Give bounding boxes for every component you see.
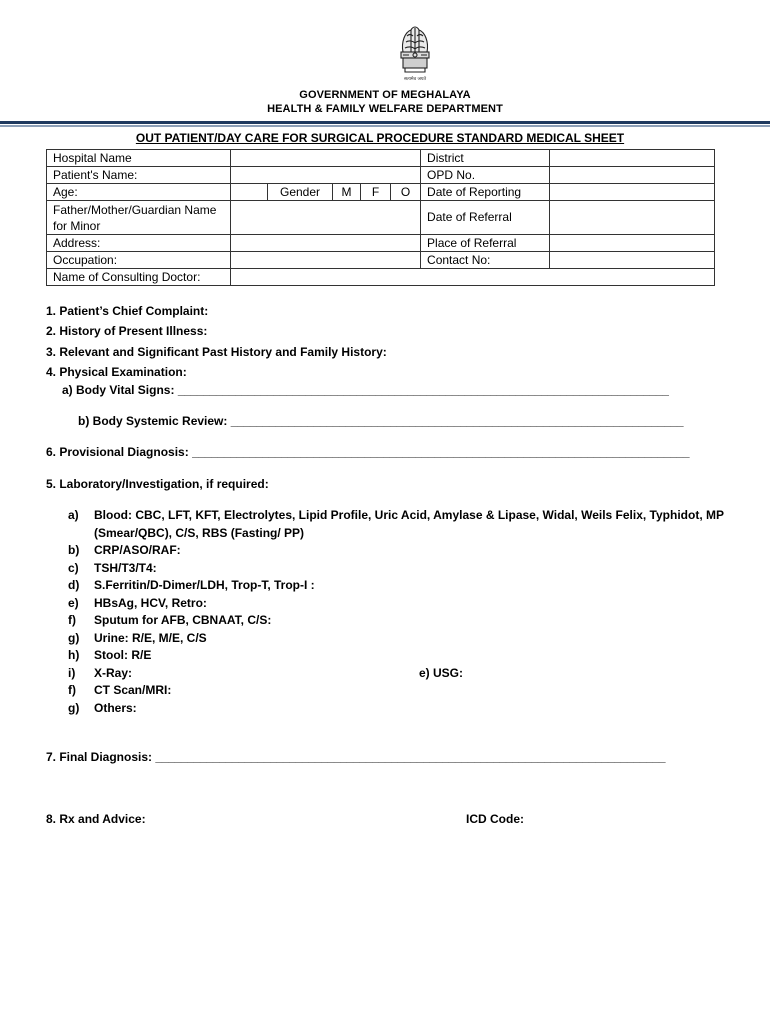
age-field[interactable] (231, 184, 268, 201)
list-item (68, 630, 728, 648)
systemic-review-blank[interactable]: _______________________________________________________________________ (230, 414, 684, 428)
list-marker: g) (68, 630, 80, 645)
patient-name-field[interactable] (231, 167, 421, 184)
chief-complaint-heading: 1. Patient’s Chief Complaint: (46, 304, 209, 318)
list-text: TSH/T3/T4: (94, 560, 157, 575)
systemic-review-label: b) Body Systemic Review: (78, 414, 228, 428)
list-text: Blood: CBC, LFT, KFT, Electrolytes, Lipid Profile, Uric Acid, Amylase & Lipase, Widal, Weils Felix, Typhidot, MP (Smear/QBC), C/S, RBS (Fasting/ PP) (94, 508, 724, 540)
list-text: X-Ray: (94, 665, 133, 680)
place-referral-field[interactable] (550, 235, 715, 252)
physical-exam-heading: 4. Physical Examination: (46, 365, 187, 379)
sheet-title: OUT PATIENT/DAY CARE FOR SURGICAL PROCEDURE STANDARD MEDICAL SHEET (135, 131, 625, 145)
list-item (68, 577, 728, 595)
contact-no-field[interactable] (550, 252, 715, 269)
final-diagnosis-label: 7. Final Diagnosis: (46, 750, 153, 764)
provisional-diagnosis-line (46, 445, 689, 459)
opd-no-field[interactable] (550, 167, 715, 184)
consulting-doctor-field[interactable] (231, 269, 715, 286)
list-marker: d) (68, 578, 80, 592)
present-illness-heading: 2. History of Present Illness: (46, 324, 208, 338)
list-item (68, 542, 728, 560)
list-item (68, 612, 728, 630)
age-label: Age: (47, 184, 231, 201)
final-diagnosis-line (46, 750, 665, 764)
district-label: District (421, 150, 550, 167)
list-marker: b) (68, 543, 80, 557)
list-text: HBsAg, HCV, Retro: (94, 595, 207, 610)
gender-m-option[interactable]: M (333, 184, 361, 201)
address-label: Address: (47, 235, 231, 252)
district-field[interactable] (550, 150, 715, 167)
list-marker: f) (68, 613, 76, 627)
past-history-heading: 3. Relevant and Significant Past History and Family History: (46, 345, 387, 359)
government-name: GOVERNMENT OF MEGHALAYA (299, 89, 471, 101)
list-item (68, 507, 728, 542)
address-field[interactable] (231, 235, 421, 252)
patient-info-table (46, 149, 715, 286)
list-text: Stool: R/E (94, 648, 152, 662)
list-marker: i) (68, 665, 76, 680)
state-emblem-icon (393, 22, 437, 84)
vital-signs-line (62, 383, 669, 397)
hospital-name-label: Hospital Name (47, 150, 231, 167)
contact-no-label: Contact No: (421, 252, 550, 269)
header-divider (0, 121, 770, 124)
provisional-diagnosis-label: 6. Provisional Diagnosis: (46, 445, 189, 459)
list-text: CRP/ASO/RAF: (94, 543, 181, 557)
list-marker: a) (68, 508, 79, 522)
list-item (68, 560, 728, 578)
list-item (68, 682, 728, 700)
guardian-field[interactable] (231, 201, 421, 235)
list-text: CT Scan/MRI: (94, 683, 172, 697)
provisional-diagnosis-blank[interactable]: ______________________________________________________________________________ (192, 445, 690, 459)
hospital-name-field[interactable] (231, 150, 421, 167)
department-name: HEALTH & FAMILY WELFARE DEPARTMENT (267, 103, 503, 115)
list-marker: f) (68, 683, 76, 697)
patient-name-label: Patient's Name: (47, 167, 231, 184)
consulting-doctor-label: Name of Consulting Doctor: (47, 269, 231, 286)
svg-text:सत्यमेव जयते: सत्यमेव जयते (403, 77, 427, 82)
list-text: Others: (94, 700, 137, 715)
guardian-label: Father/Mother/Guardian Name for Minor (47, 201, 231, 235)
laboratory-heading: 5. Laboratory/Investigation, if required: (46, 477, 269, 491)
list-item (68, 700, 728, 718)
list-marker: g) (68, 700, 80, 715)
gender-label: Gender (268, 184, 333, 201)
gender-f-option[interactable]: F (361, 184, 391, 201)
date-reporting-label: Date of Reporting (421, 184, 550, 201)
list-marker: e) (68, 595, 79, 610)
date-referral-field[interactable] (550, 201, 715, 235)
date-referral-label: Date of Referral (421, 201, 550, 235)
list-text: Urine: R/E, M/E, C/S (94, 630, 207, 645)
laboratory-list (68, 507, 728, 717)
list-item (68, 647, 728, 665)
header-divider-thin (0, 125, 770, 127)
vital-signs-label: a) Body Vital Signs: (62, 383, 175, 397)
icd-code-label: ICD Code: (466, 812, 524, 826)
vital-signs-blank[interactable]: _____________________________________________________________________________ (177, 383, 669, 397)
final-diagnosis-blank[interactable]: ________________________________________________________________________________ (155, 750, 666, 764)
list-text: Sputum for AFB, CBNAAT, C/S: (94, 613, 272, 627)
opd-no-label: OPD No. (421, 167, 550, 184)
rx-advice-heading: 8. Rx and Advice: (46, 812, 146, 826)
occupation-field[interactable] (231, 252, 421, 269)
list-marker: h) (68, 648, 80, 662)
list-text: S.Ferritin/D-Dimer/LDH, Trop-T, Trop-I : (94, 578, 315, 592)
list-item (68, 665, 728, 683)
list-marker: c) (68, 560, 79, 575)
occupation-label: Occupation: (47, 252, 231, 269)
list-item (68, 595, 728, 613)
systemic-review-line (78, 414, 683, 428)
date-reporting-field[interactable] (550, 184, 715, 201)
gender-o-option[interactable]: O (391, 184, 421, 201)
usg-label: e) USG: (419, 665, 464, 680)
place-referral-label: Place of Referral (421, 235, 550, 252)
